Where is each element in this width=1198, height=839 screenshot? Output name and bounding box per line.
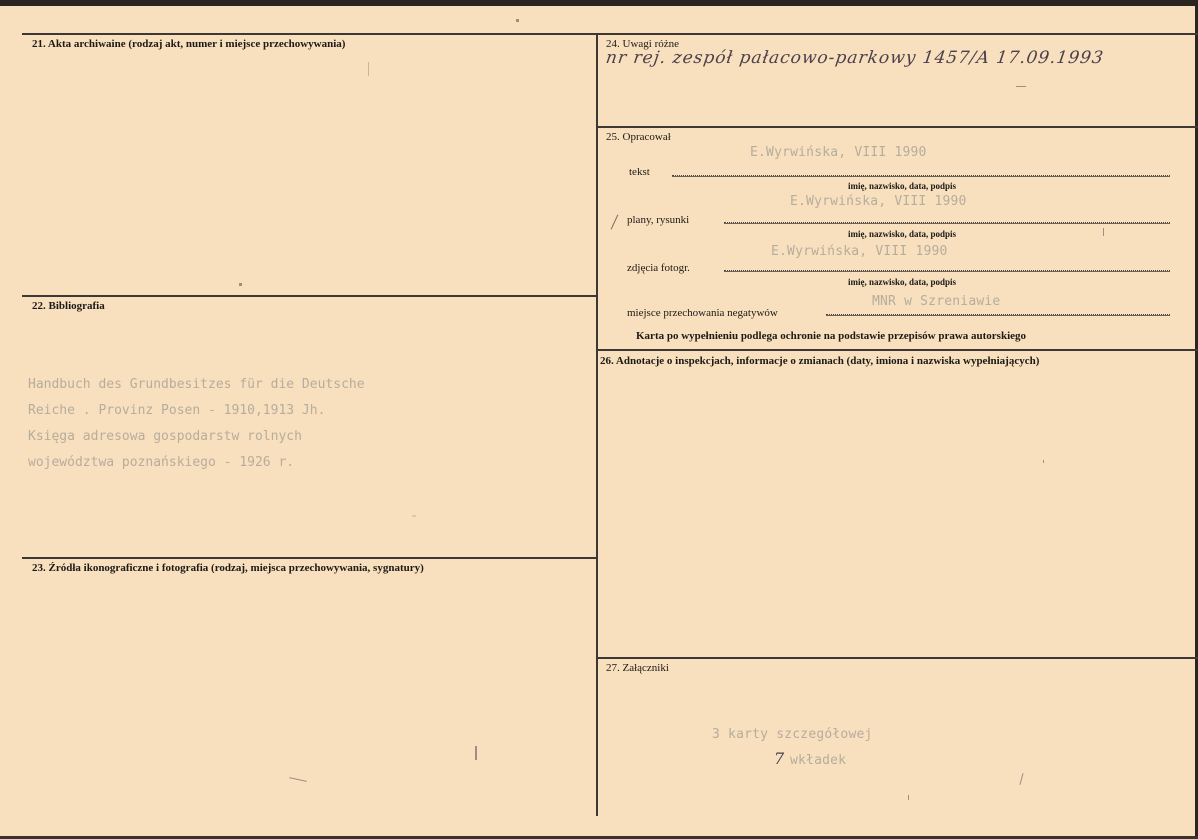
bibliography-line: województwa poznańskiego - 1926 r. — [28, 455, 295, 470]
text-author-value: E.Wyrwińska, VIII 1990 — [750, 145, 927, 160]
scan-speck — [239, 283, 242, 286]
section-22-label: 22. Bibliografia — [32, 300, 105, 312]
scan-speck — [1016, 86, 1026, 87]
scan-speck — [1043, 460, 1044, 463]
center-divider — [596, 34, 598, 816]
photos-row-caption: imię, nazwisko, data, podpis — [848, 277, 957, 287]
bibliography-list — [28, 372, 365, 476]
scan-top-edge — [0, 0, 1198, 6]
text-row-label: tekst — [629, 166, 650, 178]
scan-speck — [412, 515, 416, 517]
negatives-row-label: miejsce przechowania negatywów — [627, 307, 778, 319]
bibliography-line: Handbuch des Grundbesitzes für die Deutsche — [28, 377, 365, 392]
photos-author-value: E.Wyrwińska, VIII 1990 — [771, 244, 948, 259]
plans-row-caption: imię, nazwisko, data, podpis — [848, 229, 957, 239]
section-23-label: 23. Źródła ikonograficzne i fotografia (rodzaj, miejsca przechowywania, sygnatury) — [32, 562, 424, 574]
negatives-location-value: MNR w Szreniawie — [872, 294, 1001, 309]
plans-row-line — [724, 222, 1170, 224]
scan-speck — [1103, 228, 1104, 236]
plans-author-value: E.Wyrwińska, VIII 1990 — [790, 194, 967, 209]
attachments-line-1: 3 karty szczegółowej — [712, 727, 873, 742]
top-rule — [22, 33, 1198, 35]
section-27-label: 27. Załączniki — [606, 662, 669, 674]
rule-27-top — [598, 657, 1198, 659]
section-26-label: 26. Adnotacje o inspekcjach, informacje o zmianach (daty, imiona i nazwiska wypełniających) — [600, 355, 1040, 367]
photos-row-label: zdjęcia fotogr. — [627, 262, 690, 274]
scan-speck — [1019, 773, 1023, 785]
scan-speck — [475, 746, 477, 760]
rule-22-top — [22, 295, 596, 297]
negatives-row-line — [826, 314, 1170, 316]
scan-speck — [368, 62, 369, 76]
bibliography-line: Księga adresowa gospodarstw rolnych — [28, 429, 302, 444]
copyright-note: Karta po wypełnieniu podlega ochronie na podstawie przepisów prawa autorskiego — [636, 330, 1027, 342]
attachments-line-2: wkładek — [790, 753, 847, 768]
section-24-handwriting: nr rej. zespół pałacowo-parkowy 1457/A 17.09.1993 — [604, 48, 1106, 68]
plans-row-label: plany, rysunki — [627, 214, 690, 226]
attachments-handwritten-number: 7 — [774, 749, 785, 768]
section-21-label: 21. Akta archiwaine (rodzaj akt, numer i miejsce przechowywania) — [32, 38, 346, 50]
rule-23-top — [22, 557, 596, 559]
scan-speck — [516, 19, 519, 22]
text-row-caption: imię, nazwisko, data, podpis — [848, 181, 957, 191]
text-row-line — [672, 175, 1170, 177]
section-25-label: 25. Opracował — [606, 131, 671, 143]
section-24-label: 24. Uwagi różne — [606, 38, 680, 50]
rule-26-top — [598, 349, 1198, 351]
bibliography-line: Reiche . Provinz Posen - 1910,1913 Jh. — [28, 403, 326, 418]
scan-speck — [289, 777, 307, 782]
scan-speck — [908, 795, 909, 800]
photos-row-line — [724, 270, 1170, 272]
scan-speck — [611, 215, 619, 230]
rule-25-top — [598, 126, 1198, 128]
